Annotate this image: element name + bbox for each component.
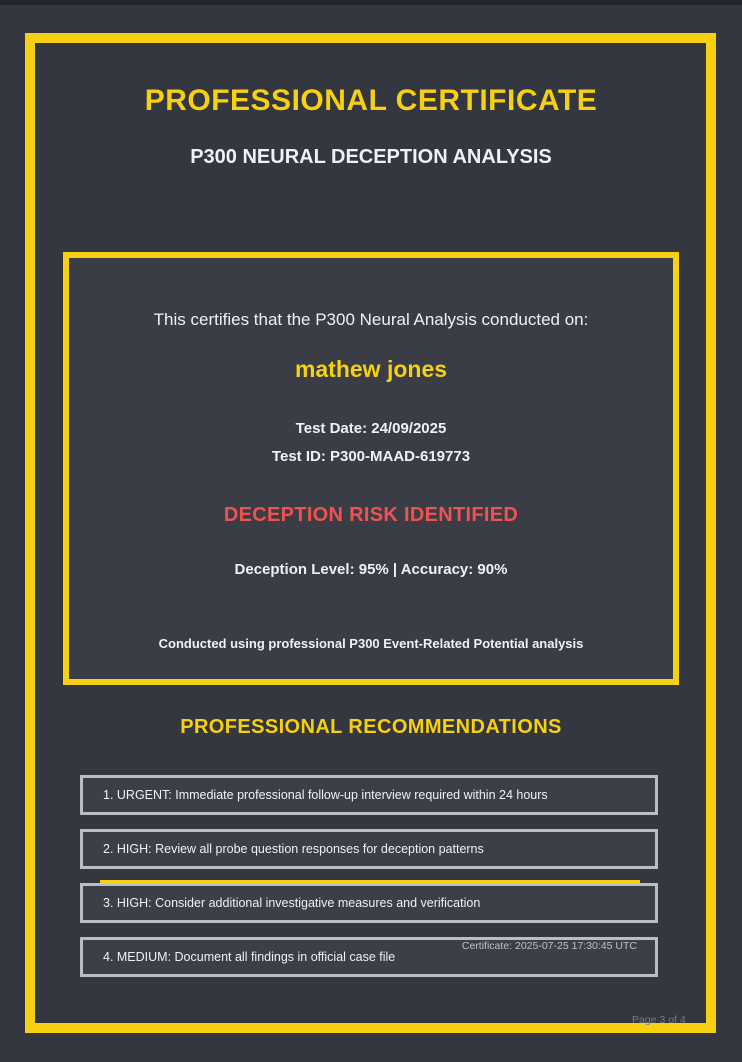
recommendation-item — [80, 883, 658, 923]
deception-verdict-text: DECEPTION RISK IDENTIFIED — [223, 504, 519, 526]
recommendations-heading: PROFESSIONAL RECOMMENDATIONS — [180, 716, 562, 738]
recommendation-item — [80, 775, 658, 815]
page-indicator: Page 3 of 4 — [632, 1014, 686, 1026]
certificate-subtitle: P300 NEURAL DECEPTION ANALYSIS — [190, 146, 552, 168]
metrics-text: Deception Level: 95% | Accuracy: 90% — [234, 561, 508, 578]
recommendation-text: 2. HIGH: Review all probe question responses for deception patterns — [103, 842, 484, 856]
test-date-text: Test Date: 24/09/2025 — [295, 420, 447, 437]
certificate-details-panel — [63, 252, 679, 685]
recommendation-text: 3. HIGH: Consider additional investigative measures and verification — [103, 896, 481, 910]
certificate-timestamp: Certificate: 2025-07-25 17:30:45 UTC — [461, 940, 637, 952]
certificate-title: PROFESSIONAL CERTIFICATE — [144, 84, 598, 117]
top-edge-strip — [0, 0, 742, 5]
recommendation-text: 1. URGENT: Immediate professional follow-up interview required within 24 hours — [103, 788, 548, 802]
method-note-text: Conducted using professional P300 Event-Related Potential analysis — [158, 636, 584, 651]
test-id-text: Test ID: P300-MAAD-619773 — [271, 448, 471, 465]
recommendation-item — [80, 829, 658, 869]
recommendation-text: 4. MEDIUM: Document all findings in official case file — [103, 950, 396, 964]
certify-intro-text: This certifies that the P300 Neural Analysis conducted on: — [153, 310, 589, 329]
subject-name: mathew jones — [294, 356, 448, 382]
yellow-highlight-stripe — [100, 880, 640, 884]
